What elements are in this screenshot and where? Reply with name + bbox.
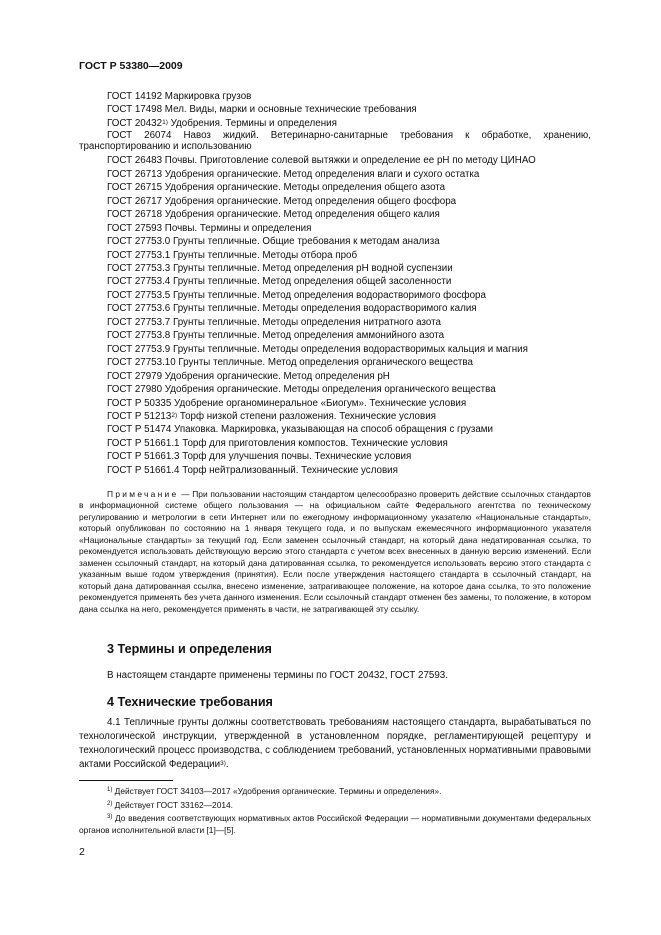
footnote-text: Действует ГОСТ 33162—2014. bbox=[112, 800, 234, 810]
reference-item: ГОСТ 27753.5 Грунты тепличные. Метод определения водорастворимого фосфора bbox=[107, 289, 486, 301]
section-4-end: . bbox=[225, 758, 229, 770]
section-4-text: 4.1 Тепличные грунты должны соответствовать требованиям настоящего стандарта, вырабатываться по технологической инструкции, утвержденной в установленном порядке, регламентирующей рецептуру и технологический процесс производства, с соблюдением требований, установленных нормативными правовыми актами Российской Федерации bbox=[79, 717, 591, 770]
reference-title: Торф низкой степени разложения. Технические условия bbox=[177, 410, 436, 422]
footnote-text: До введения соответствующих нормативных актов Российской Федерации — нормативными документами федеральных органов исполнительной власти [1]—[5]. bbox=[79, 813, 591, 835]
reference-title: Удобрения. Термины и определения bbox=[167, 117, 337, 129]
footnote-mark: 1) bbox=[162, 118, 168, 126]
reference-item: ГОСТ Р 51661.4 Торф нейтрализованный. Технические условия bbox=[107, 464, 398, 476]
reference-code: ГОСТ Р 51213 bbox=[107, 410, 172, 422]
reference-item: ГОСТ 27753.4 Грунты тепличные. Метод определения общей засоленности bbox=[107, 276, 452, 288]
reference-item: ГОСТ 27980 Удобрения органические. Методы определения органического вещества bbox=[107, 384, 496, 396]
reference-item: ГОСТ 17498 Мел. Виды, марки и основные технические требования bbox=[107, 104, 417, 116]
footnote-text: Действует ГОСТ 34103—2017 «Удобрения органические. Термины и определения». bbox=[112, 786, 442, 796]
reference-item: ГОСТ Р 51661.1 Торф для приготовления компостов. Технические условия bbox=[107, 437, 448, 449]
reference-item: ГОСТ 27979 Удобрения органические. Метод определения pH bbox=[107, 370, 390, 382]
reference-code: ГОСТ 20432 bbox=[107, 117, 163, 129]
footnote-mark: 2) bbox=[171, 411, 178, 419]
reference-item: ГОСТ 26074 Навоз жидкий. Ветеринарно-санитарные требования к обработке, хранению, транспортированию и использованию bbox=[79, 130, 591, 153]
reference-item: ГОСТ 26713 Удобрения органические. Метод определения влаги и сухого остатка bbox=[107, 168, 480, 180]
note-text: — При пользовании настоящим стандартом целесообразно проверить действие ссылочных стандартов в информационной системе общего пользования — на официальном сайте Федерального агентства по техническому регулированию и метрологии в сети Интернет или по ежегодному информационному указателю «Национальные стандарты», который опубликован по состоянию на 1 января текущего года, и по выпускам ежемесячного информационного указателя «Национальные стандарты» за текущий год. Если заменен ссылочный стандарт, на который дана недатированная ссылка, то рекомендуется использовать действующую версию этого стандарта с учетом всех внесенных в данную версию изменений. Если заменен ссылочный стандарт, на который дана датированная ссылка, то рекомендуется использовать версию этого стандарта с указанным выше годом утверждения (принятия). Если после утверждения настоящего стандарта в ссылочный стандарт, на который дана датированная ссылка, внесено изменение, затрагивающее положение, на которое дана ссылка, то это положение рекомендуется применять без учета данного изменения. Если ссылочный стандарт отменен без замены, то положение, в котором дана ссылка на него, рекомендуется применять в части, не затрагивающей эту ссылку. bbox=[79, 489, 591, 614]
reference-item: ГОСТ 27593 Почвы. Термины и определения bbox=[107, 222, 312, 234]
page-number: 2 bbox=[79, 846, 85, 858]
footnote-mark: 1) bbox=[107, 787, 113, 793]
footnote-3 bbox=[79, 813, 591, 836]
reference-item: ГОСТ 26715 Удобрения органические. Методы определения общего азота bbox=[107, 182, 446, 194]
section-4-paragraph bbox=[79, 716, 591, 772]
reference-item: ГОСТ 27753.8 Грунты тепличные. Метод определения аммонийного азота bbox=[107, 330, 445, 342]
reference-item: ГОСТ 27753.7 Грунты тепличные. Методы определения нитратного азота bbox=[107, 316, 441, 328]
reference-item: ГОСТ 27753.6 Грунты тепличные. Методы определения водорастворимого калия bbox=[107, 303, 477, 315]
references-list bbox=[79, 90, 591, 477]
footnote-divider bbox=[79, 780, 173, 781]
reference-item bbox=[79, 410, 591, 423]
reference-item: ГОСТ 26718 Удобрения органические. Метод определения общего калия bbox=[107, 209, 440, 221]
footnote-2 bbox=[79, 800, 591, 812]
reference-item: ГОСТ 26717 Удобрения органические. Метод определения общего фосфора bbox=[107, 195, 457, 207]
section-3-heading: 3 Термины и определения bbox=[107, 642, 272, 656]
reference-item: ГОСТ 27753.10 Грунты тепличные. Метод определения органического вещества bbox=[107, 357, 473, 369]
section-3-text: В настоящем стандарте применены термины по ГОСТ 20432, ГОСТ 27593. bbox=[107, 670, 448, 681]
note-label: Примечание bbox=[107, 489, 179, 499]
reference-item: ГОСТ 26483 Почвы. Приготовление солевой вытяжки и определение ее pH по методу ЦИНАО bbox=[107, 155, 536, 167]
reference-item: ГОСТ 27753.3 Грунты тепличные. Метод определения pH водной суспензии bbox=[107, 262, 453, 274]
note-paragraph bbox=[79, 489, 591, 615]
reference-item: ГОСТ 27753.0 Грунты тепличные. Общие требования к методам анализа bbox=[107, 236, 440, 248]
reference-item: ГОСТ 14192 Маркировка грузов bbox=[107, 91, 252, 102]
footnote-mark: 3) bbox=[107, 814, 113, 820]
reference-item: ГОСТ Р 51474 Упаковка. Маркировка, указывающая на способ обращения с грузами bbox=[107, 424, 494, 436]
reference-item: ГОСТ 27753.1 Грунты тепличные. Методы отбора проб bbox=[107, 249, 358, 261]
reference-item: ГОСТ Р 51661.3 Торф для улучшения почвы. Технические условия bbox=[107, 451, 412, 463]
section-4-heading: 4 Технические требования bbox=[107, 695, 273, 709]
footnote-1 bbox=[79, 786, 591, 798]
footnote-mark: 2) bbox=[107, 801, 113, 807]
reference-item bbox=[79, 117, 591, 130]
reference-item: ГОСТ 27753.9 Грунты тепличные. Методы определения водорастворимых кальция и магния bbox=[107, 343, 528, 355]
page-header: ГОСТ Р 53380—2009 bbox=[79, 60, 183, 72]
reference-item: ГОСТ Р 50335 Удобрение органоминеральное «Биогум». Технические условия bbox=[107, 397, 467, 409]
footnote-mark: 3) bbox=[220, 759, 226, 767]
